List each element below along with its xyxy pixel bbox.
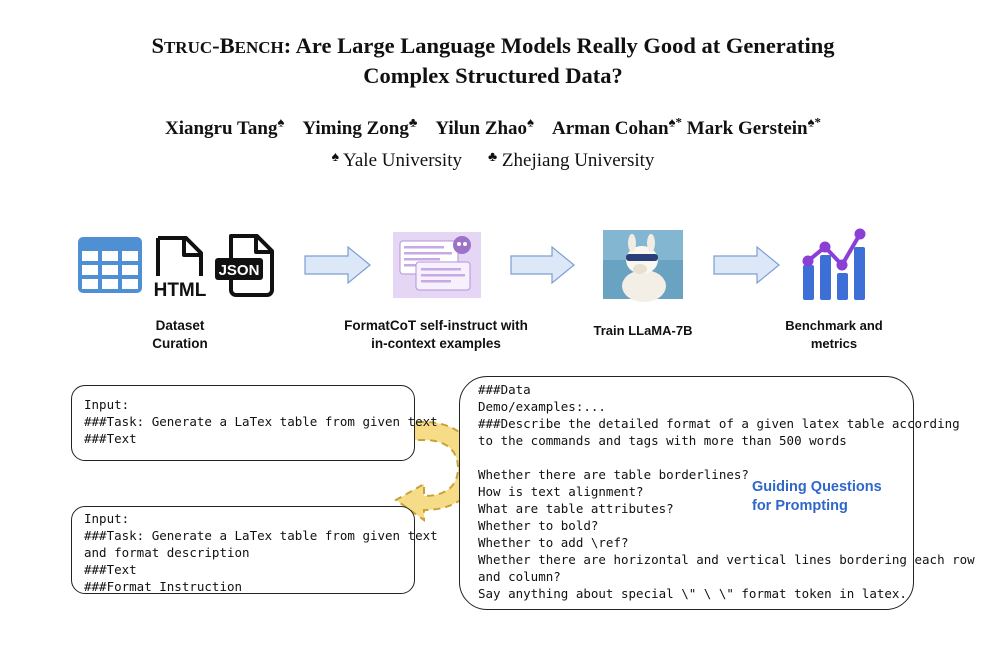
prompt-line: and format description: [84, 545, 250, 560]
description-line: Whether to add \ref?: [478, 535, 629, 550]
description-line: and column?: [478, 569, 561, 584]
pipeline-arrow-icon: [714, 247, 779, 283]
author: Yiming Zong♣: [302, 114, 418, 139]
description-line: What are table attributes?: [478, 501, 674, 516]
prompt-input-box-basic: [71, 385, 438, 461]
self-instruct-illustration: [393, 232, 481, 298]
title-line-2: Complex Structured Data?: [363, 63, 623, 88]
html-icon-label: HTML: [153, 280, 207, 301]
pipeline-arrow-icon: [305, 247, 370, 283]
benchmark-chart-icon: [803, 229, 866, 301]
author: Yilun Zhao♠: [435, 114, 534, 139]
llama-photo: [603, 230, 683, 302]
description-line: ###Data: [478, 382, 531, 397]
prompt-line: ###Text: [84, 562, 137, 577]
json-icon-label: JSON: [218, 262, 260, 279]
affiliation: ♣ Zhejiang University: [487, 150, 655, 171]
description-line: Whether to bold?: [478, 518, 599, 533]
prompt-line: Input:: [84, 397, 130, 412]
step-label-train-llama: Train LLaMA-7B: [593, 323, 693, 338]
description-line: Demo/examples:...: [478, 399, 606, 414]
prompt-line: ###Task: Generate a LaTex table from given text: [84, 528, 438, 543]
step-label-dataset-curation: Dataset Curation: [152, 318, 208, 351]
prompt-line: ###Format Instruction: [84, 579, 243, 594]
description-line: to the commands and tags with more than 500 words: [478, 433, 847, 448]
pipeline-arrow-icon: [511, 247, 574, 283]
description-line: Whether there are horizontal and vertical lines bordering each row: [478, 552, 975, 567]
prompt-line: Input:: [84, 511, 130, 526]
html-file-icon: [154, 238, 207, 301]
description-line: ###Describe the detailed format of a given latex table according: [478, 416, 960, 431]
step-label-formatcot: FormatCoT self-instruct with in-context examples: [344, 318, 528, 351]
step-label-benchmark: Benchmark and metrics: [785, 318, 883, 351]
author: Mark Gerstein♠*: [686, 114, 822, 139]
table-icon: [78, 237, 142, 293]
description-line: How is text alignment?: [478, 484, 644, 499]
prompt-input-box-formatted: [71, 506, 438, 594]
guiding-questions-label: Guiding Questions for Prompting: [752, 479, 882, 514]
description-line: Say anything about special \" \ \" format token in latex.: [478, 586, 907, 601]
affiliation: ♠ Yale University: [331, 150, 462, 171]
description-line: [478, 449, 913, 466]
author: Arman Cohan♠*: [551, 114, 683, 139]
prompt-line: ###Text: [84, 431, 137, 446]
title-line-1: STRUC-BENCH: Are Large Language Models Really Good at Generating: [151, 33, 835, 58]
author: Xiangru Tang♠: [164, 114, 285, 139]
prompt-line: ###Task: Generate a LaTex table from given text: [84, 414, 438, 429]
json-file-icon: [215, 236, 272, 295]
description-line: Whether there are table borderlines?: [478, 467, 749, 482]
